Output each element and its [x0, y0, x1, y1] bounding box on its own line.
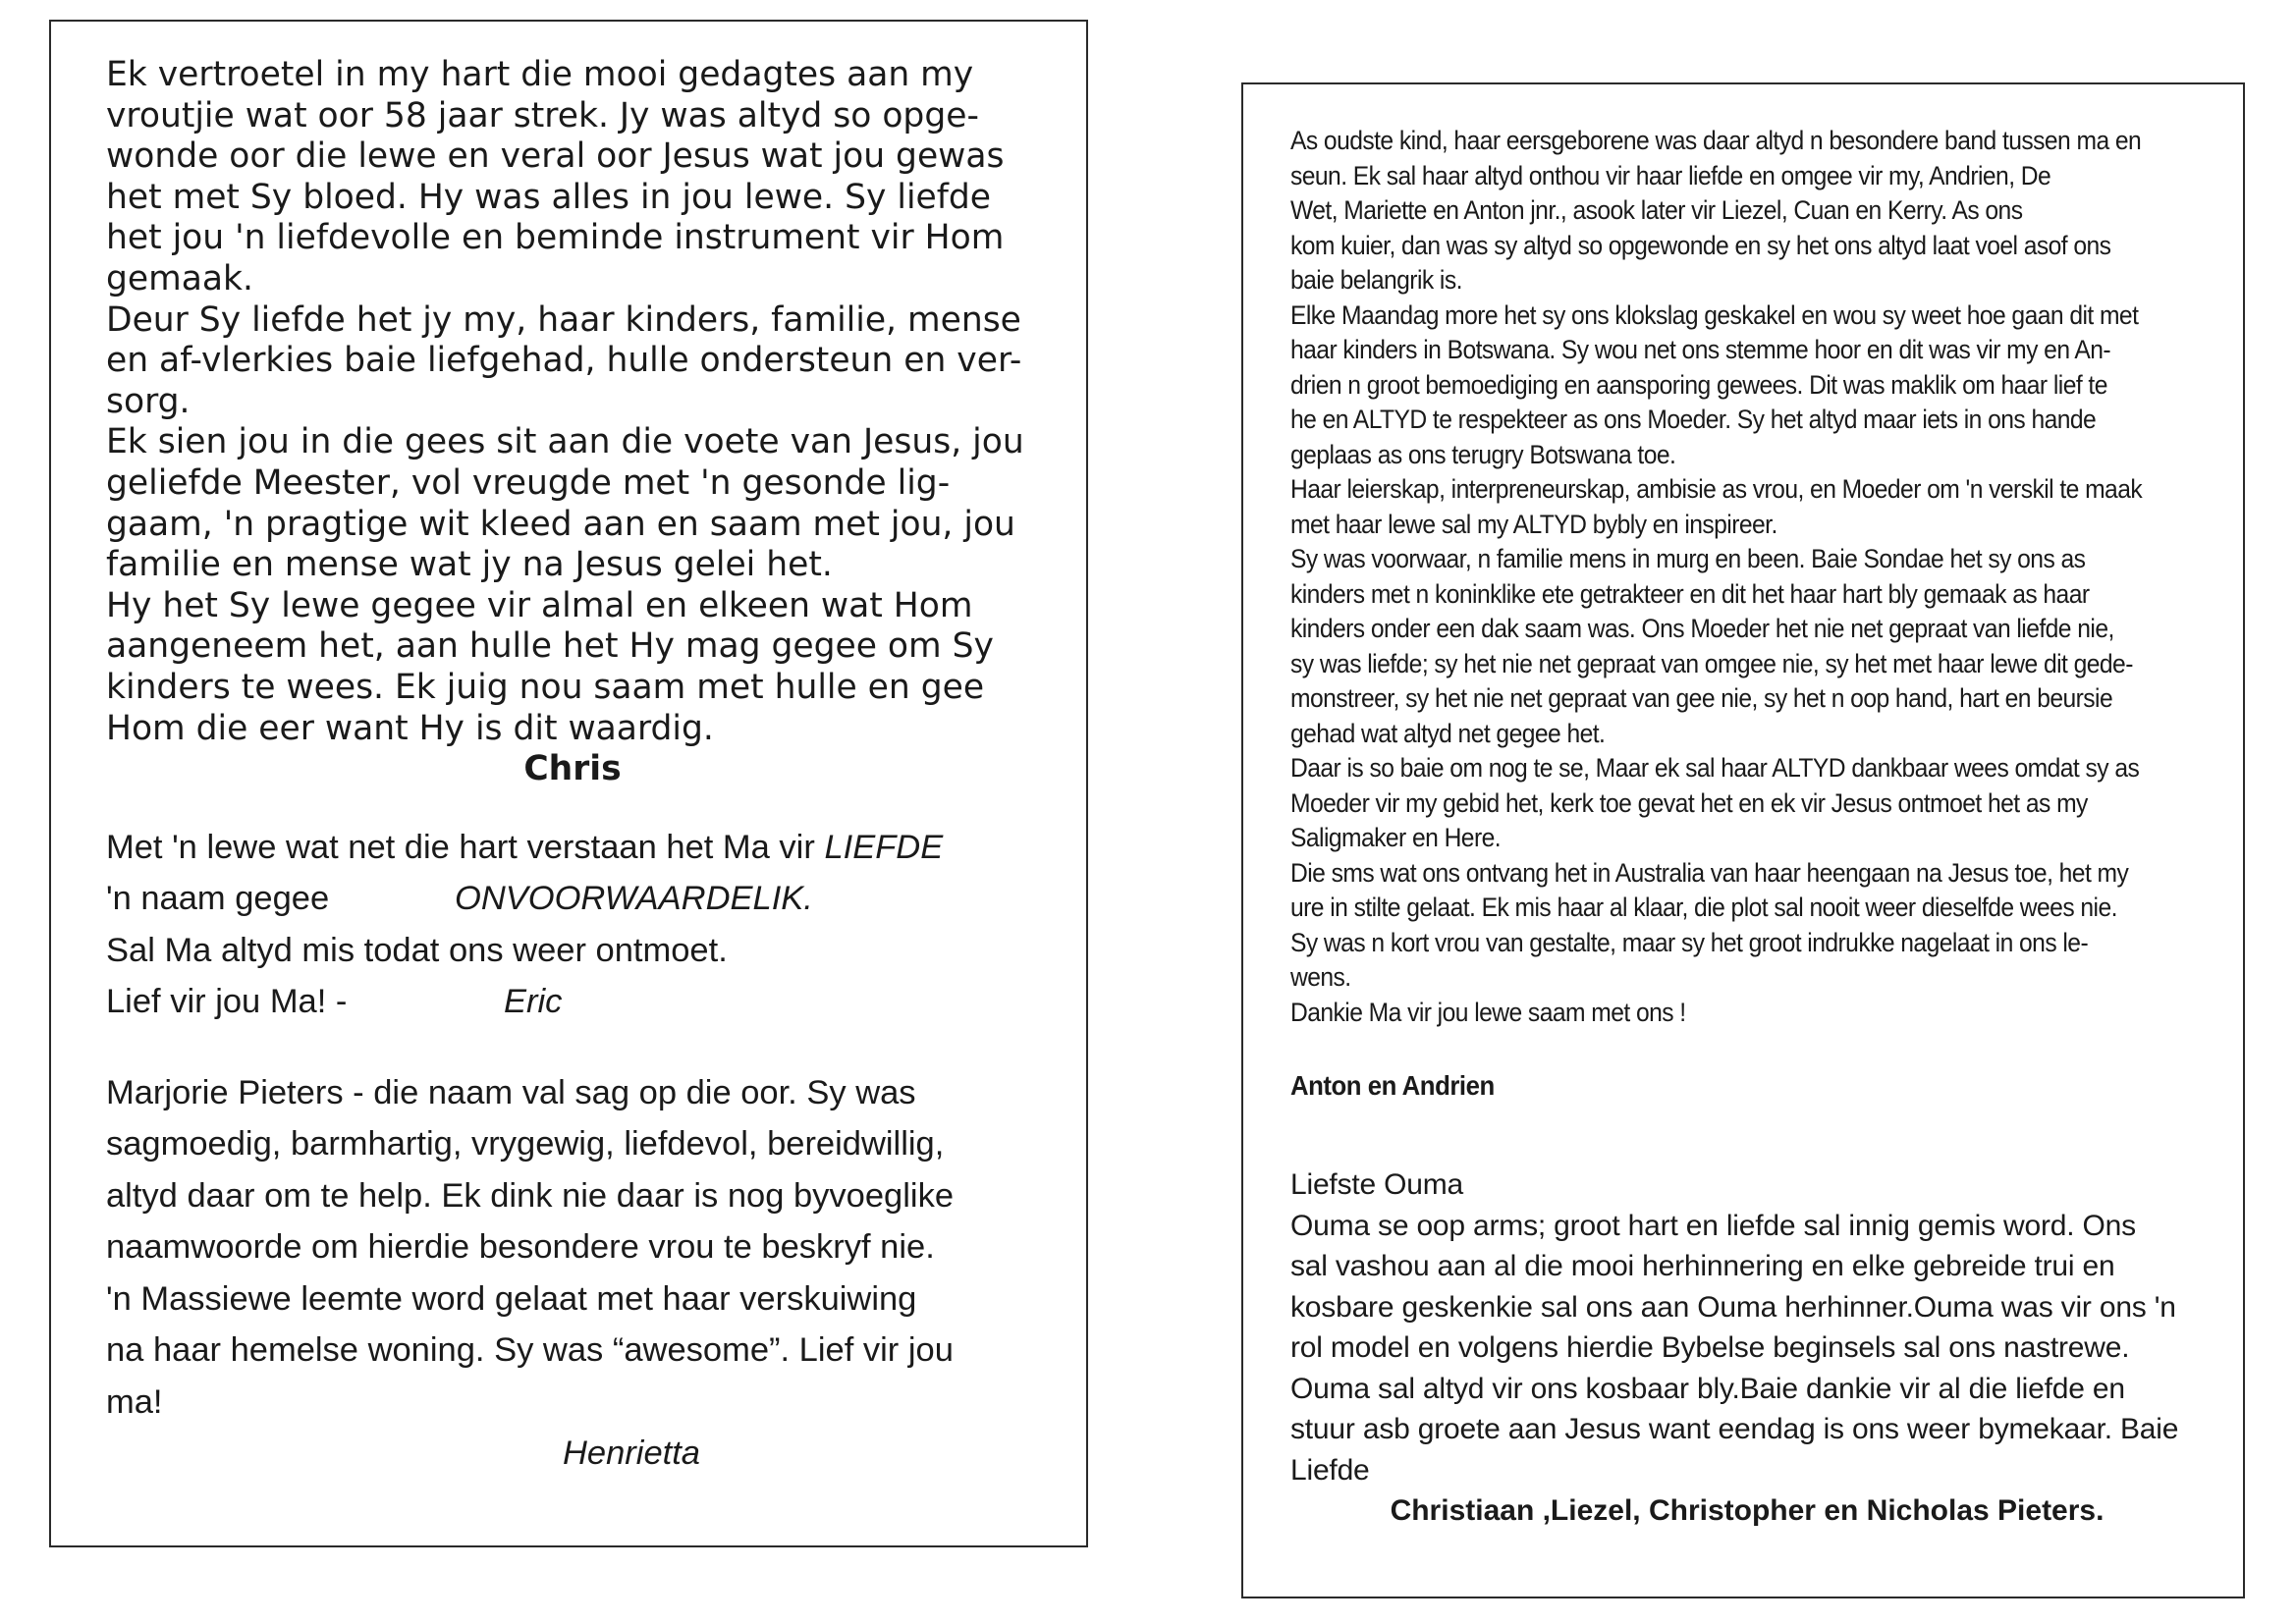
- text-line: Dankie Ma vir jou lewe saam met ons !: [1290, 997, 1686, 1027]
- text-line: kinders met n koninklike ete getrakteer en dit het haar hart bly gemaak as haar: [1290, 578, 2090, 609]
- text-line: sagmoedig, barmhartig, vrygewig, liefdevol, bereidwillig,: [106, 1125, 945, 1164]
- text-line: haar kinders in Botswana. Sy wou net ons stemme hoor en dit was vir my en An-: [1290, 335, 2111, 364]
- text-line: wens.: [1290, 962, 1351, 992]
- text-span: Met 'n lewe wat net die hart verstaan het Ma vir: [106, 828, 825, 866]
- text-line: he en ALTYD te respekteer as ons Moeder. Sy het altyd maar iets in ons hande: [1290, 405, 2097, 434]
- signature-chris: Chris: [523, 749, 622, 789]
- tribute-anton-andrien: [1290, 124, 2204, 1104]
- text-line: na haar hemelse woning. Sy was “awesome”. Lief vir jou: [106, 1331, 954, 1370]
- text-line: Sy was n kort vrou van gestalte, maar sy het groot indrukke nagelaat in ons le-: [1290, 927, 2089, 957]
- text-line: kinders onder een dak saam was. Ons Moeder het nie net gepraat van liefde nie,: [1290, 614, 2114, 643]
- text-line: kosbare geskenkie sal ons aan Ouma herhinner.Ouma was vir ons 'n: [1290, 1290, 2176, 1324]
- tribute-chris: [106, 55, 1039, 790]
- tribute-eric: [106, 822, 1039, 1028]
- text-line: kinders te wees. Ek juig nou saam met hulle en gee: [106, 667, 985, 707]
- text-line: Ouma sal altyd vir ons kosbaar bly.Baie dankie vir al die liefde en: [1290, 1372, 2125, 1405]
- text-line: baie belangrik is.: [1290, 265, 1462, 295]
- text-line: familie en mense wat jy na Jesus gelei het.: [106, 545, 833, 585]
- text-line: kom kuier, dan was sy altyd so opgewonde en sy het ons altyd laat voel asof ons: [1290, 230, 2111, 260]
- text-line: Elke Maandag more het sy ons klokslag geskakel en wou sy weet hoe gaan dit met: [1290, 299, 2139, 330]
- text-line: Ek vertroetel in my hart die mooi gedagtes aan my: [106, 55, 974, 94]
- text-line: Hom die eer want Hy is dit waardig.: [106, 708, 714, 748]
- text-line: Ek sien jou in die gees sit aan die voete van Jesus, jou: [106, 422, 1024, 462]
- text-line: gemaak.: [106, 258, 253, 298]
- greeting: Liefste Ouma: [1290, 1168, 1464, 1201]
- signature-pieters: Christiaan ,Liezel, Christopher en Nicholas Pieters.: [1390, 1494, 2105, 1527]
- emphasis-onvoorwaardelik: ONVOORWAARDELIK.: [455, 880, 813, 918]
- text-line: sy was liefde; sy het nie net gepraat van omgee nie, sy het met haar lewe dit gede-: [1290, 648, 2133, 678]
- text-line: altyd daar om te help. Ek dink nie daar is nog byvoeglike: [106, 1176, 955, 1215]
- text-line: met haar lewe sal my ALTYD bybly en inspireer.: [1290, 509, 1777, 539]
- left-page: [49, 20, 1088, 1547]
- text-line: drien n groot bemoediging en aansporing gewees. Dit was maklik om haar lief te: [1290, 369, 2107, 400]
- text-line: [106, 873, 1039, 925]
- text-line: As oudste kind, haar eersgeborene was daar altyd n besondere band tussen ma en: [1290, 126, 2142, 155]
- text-line: wonde oor die lewe en veral oor Jesus wat jou gewas: [106, 136, 1005, 177]
- text-line: Marjorie Pieters - die naam val sag op die oor. Sy was: [106, 1073, 916, 1111]
- text-line: het jou 'n liefdevolle en beminde instrument vir Hom: [106, 218, 1005, 258]
- text-line: [106, 976, 1039, 1028]
- text-line: Die sms wat ons ontvang het in Australia van haar heengaan na Jesus toe, het my: [1290, 857, 2129, 888]
- text-line: monstreer, sy het nie net gepraat van gee nie, sy het n oop hand, hart en beursie: [1290, 683, 2113, 713]
- text-line: ma!: [106, 1382, 163, 1421]
- text-line: vroutjie wat oor 58 jaar strek. Jy was altyd so opge-: [106, 95, 979, 135]
- text-line: Hy het Sy lewe gegee vir almal en elkeen wat Hom: [106, 585, 973, 625]
- text-line: geplaas as ons terugry Botswana toe.: [1290, 439, 1676, 469]
- text-line: [106, 822, 1039, 874]
- tribute-ouma: [1290, 1164, 2204, 1531]
- text-line: gaam, 'n pragtige wit kleed aan en saam met jou, jou: [106, 504, 1015, 544]
- text-line: het met Sy bloed. Hy was alles in jou lewe. Sy liefde: [106, 177, 992, 217]
- text-line: en af-vlerkies baie liefgehad, hulle ondersteun en ver-: [106, 341, 1022, 381]
- text-line: seun. Ek sal haar altyd onthou vir haar liefde en omgee vir my, Andrien, De: [1290, 160, 2051, 190]
- text-line: Moeder vir my gebid het, kerk toe gevat het en ek vir Jesus ontmoet het as my: [1290, 787, 2088, 818]
- right-page: [1241, 82, 2245, 1598]
- text-line: sal vashou aan al die mooi herhinnering en elke gebreide trui en: [1290, 1250, 2115, 1282]
- text-line: aangeneem het, aan hulle het Hy mag gegee om Sy: [106, 626, 994, 667]
- text-line: gehad wat altyd net gegee het.: [1290, 718, 1606, 748]
- signature-henrietta: Henrietta: [563, 1435, 700, 1473]
- text-line: ure in stilte gelaat. Ek mis haar al klaar, die plot sal nooit weer dieselfde wees nie.: [1290, 893, 2117, 922]
- text-line: sorg.: [106, 381, 191, 421]
- text-line: Saligmaker en Here.: [1290, 823, 1502, 852]
- text-line: Wet, Mariette en Anton jnr., asook later vir Liezel, Cuan en Kerry. As ons: [1290, 195, 2023, 225]
- emphasis-liefde: LIEFDE: [824, 828, 944, 866]
- text-line: Liefde: [1290, 1453, 1370, 1487]
- tribute-henrietta: [106, 1067, 1039, 1480]
- text-line: Deur Sy liefde het jy my, haar kinders, familie, mense: [106, 299, 1021, 340]
- text-span: 'n naam gegee: [106, 880, 330, 918]
- text-line: geliefde Meester, vol vreugde met 'n gesonde lig-: [106, 462, 951, 503]
- text-span: Lief vir jou Ma! -: [106, 983, 348, 1021]
- text-line: 'n Massiewe leemte word gelaat met haar verskuiwing: [106, 1279, 917, 1318]
- signature-anton-andrien: Anton en Andrien: [1290, 1070, 1495, 1101]
- signature-eric: Eric: [504, 983, 563, 1021]
- text-line: Ouma se oop arms; groot hart en liefde sal innig gemis word. Ons: [1290, 1209, 2136, 1242]
- text-line: Sal Ma altyd mis todat ons weer ontmoet.: [106, 931, 728, 969]
- text-line: naamwoorde om hierdie besondere vrou te beskryf nie.: [106, 1228, 935, 1267]
- text-line: stuur asb groete aan Jesus want eendag is ons weer bymekaar. Baie: [1290, 1413, 2179, 1445]
- text-line: Daar is so baie om nog te se, Maar ek sal haar ALTYD dankbaar wees omdat sy as: [1290, 753, 2140, 783]
- text-line: rol model en volgens hierdie Bybelse beginsels sal ons nastrewe.: [1290, 1331, 2130, 1364]
- text-line: Haar leierskap, interpreneurskap, ambisie as vrou, en Moeder om 'n verskil te maak: [1290, 474, 2143, 504]
- text-line: Sy was voorwaar, n familie mens in murg en been. Baie Sondae het sy ons as: [1290, 544, 2086, 573]
